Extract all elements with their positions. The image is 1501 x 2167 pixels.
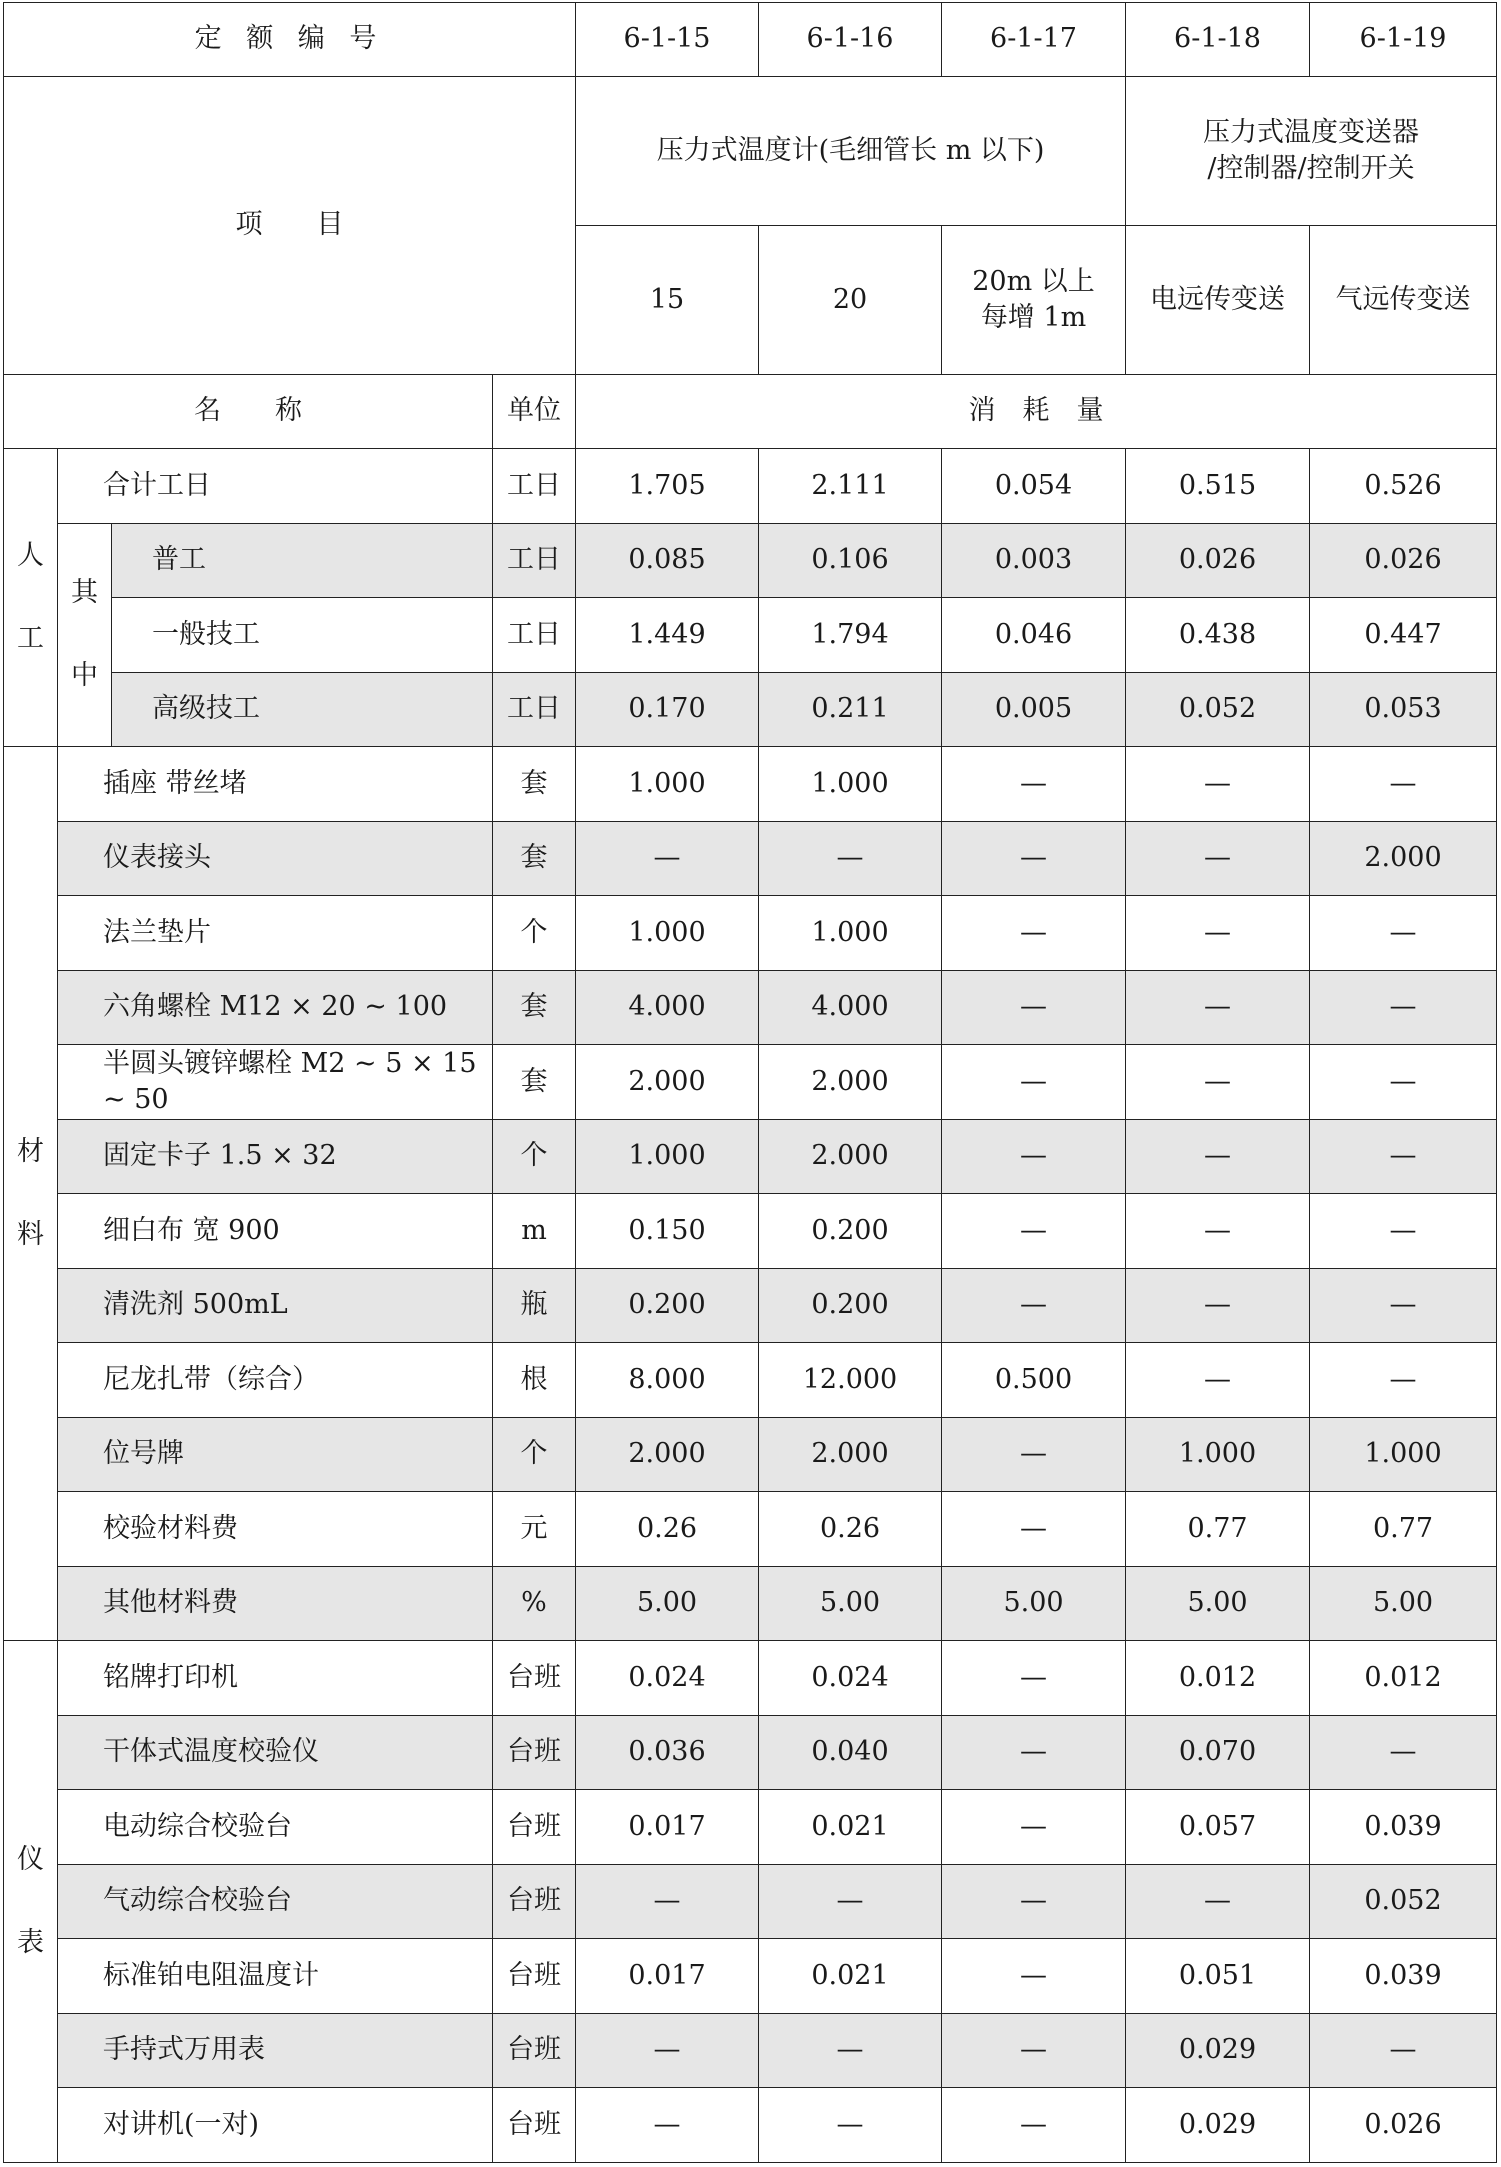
value-cell: 2.000 (576, 1045, 759, 1120)
item-unit: 套 (493, 747, 576, 822)
item-name: 插座 带丝堵 (58, 747, 493, 822)
item-name: 手持式万用表 (58, 2013, 493, 2088)
value-cell: 1.705 (576, 449, 759, 524)
code-cell: 6-1-16 (759, 3, 942, 77)
instrument-category-text (4, 1842, 57, 1961)
table-row (4, 896, 1497, 971)
value-cell: — (1310, 1119, 1497, 1194)
value-cell: — (942, 1939, 1126, 2014)
item-unit: 台班 (493, 1939, 576, 2014)
header-row-codes (4, 3, 1497, 77)
value-cell: — (1310, 1194, 1497, 1269)
item-unit: 工日 (493, 523, 576, 598)
subcol-20m-plus-line2: 每增 1m (980, 302, 1087, 334)
value-cell: 0.026 (1310, 523, 1497, 598)
value-cell: 0.150 (576, 1194, 759, 1269)
value-cell: 4.000 (759, 970, 942, 1045)
value-cell: 0.200 (759, 1194, 942, 1269)
value-cell: 0.170 (576, 672, 759, 747)
value-cell: 0.77 (1126, 1492, 1310, 1567)
value-cell: 0.017 (576, 1790, 759, 1865)
item-name: 气动综合校验台 (58, 1864, 493, 1939)
value-cell: 0.021 (759, 1790, 942, 1865)
value-cell: 0.012 (1310, 1641, 1497, 1716)
value-cell: 5.00 (942, 1566, 1126, 1641)
item-unit: 个 (493, 1119, 576, 1194)
category-char: 表 (17, 1926, 44, 1958)
value-cell: 1.000 (576, 747, 759, 822)
value-cell: — (942, 1194, 1126, 1269)
value-cell: 1.000 (759, 747, 942, 822)
item-name: 其他材料费 (58, 1566, 493, 1641)
value-cell: 0.211 (759, 672, 942, 747)
table-row (4, 970, 1497, 1045)
group-b-title-line1: 压力式温度变送器 (1203, 116, 1419, 148)
value-cell: 0.005 (942, 672, 1126, 747)
table-row (4, 1566, 1497, 1641)
value-cell: 0.039 (1310, 1939, 1497, 2014)
value-cell: 0.085 (576, 523, 759, 598)
value-cell: — (942, 747, 1126, 822)
code-cell: 6-1-17 (942, 3, 1126, 77)
value-cell: — (942, 1119, 1126, 1194)
table-row (4, 1343, 1497, 1418)
category-char: 料 (17, 1218, 44, 1250)
value-cell: 0.070 (1126, 1715, 1310, 1790)
subcol-20: 20 (759, 226, 942, 375)
header-row-groups (4, 77, 1497, 226)
value-cell: 0.26 (576, 1492, 759, 1567)
value-cell: — (759, 2088, 942, 2163)
value-cell: — (942, 821, 1126, 896)
value-cell: — (942, 2013, 1126, 2088)
labor-category-text (4, 538, 57, 657)
value-cell: 5.00 (1310, 1566, 1497, 1641)
item-unit: 套 (493, 1045, 576, 1120)
value-cell: — (1126, 1119, 1310, 1194)
table-row (4, 747, 1497, 822)
table-row (4, 1715, 1497, 1790)
value-cell: 2.000 (1310, 821, 1497, 896)
value-cell: — (1126, 970, 1310, 1045)
value-cell: 0.024 (576, 1641, 759, 1716)
item-name: 校验材料费 (58, 1492, 493, 1567)
value-cell: 0.029 (1126, 2013, 1310, 2088)
table-row (4, 598, 1497, 673)
table-row (4, 821, 1497, 896)
value-cell: 5.00 (759, 1566, 942, 1641)
value-cell: — (942, 1268, 1126, 1343)
value-cell: 1.000 (576, 896, 759, 971)
value-cell: — (1126, 1864, 1310, 1939)
item-unit: 台班 (493, 2013, 576, 2088)
value-cell: 5.00 (1126, 1566, 1310, 1641)
item-name: 一般技工 (112, 598, 493, 673)
labor-sub-category (58, 523, 112, 747)
value-cell: 1.794 (759, 598, 942, 673)
value-cell: 1.449 (576, 598, 759, 673)
item-unit: m (493, 1194, 576, 1269)
subcol-electric: 电远传变送 (1126, 226, 1310, 375)
value-cell: 0.012 (1126, 1641, 1310, 1716)
value-cell: — (942, 970, 1126, 1045)
value-cell: — (576, 1864, 759, 1939)
value-cell: — (1310, 747, 1497, 822)
item-unit: 工日 (493, 672, 576, 747)
item-name: 尼龙扎带（综合） (58, 1343, 493, 1418)
item-name: 对讲机(一对) (58, 2088, 493, 2163)
item-unit: 台班 (493, 1790, 576, 1865)
category-char: 仪 (17, 1844, 44, 1876)
value-cell: 0.77 (1310, 1492, 1497, 1567)
item-unit: 工日 (493, 449, 576, 524)
value-cell: — (1310, 896, 1497, 971)
item-name: 固定卡子 1.5 × 32 (58, 1119, 493, 1194)
value-cell: 0.017 (576, 1939, 759, 2014)
item-name: 电动综合校验台 (58, 1790, 493, 1865)
table-row (4, 523, 1497, 598)
material-category (4, 747, 58, 1641)
subcol-pneumatic: 气远传变送 (1310, 226, 1497, 375)
value-cell: 8.000 (576, 1343, 759, 1418)
value-cell: 0.447 (1310, 598, 1497, 673)
value-cell: 0.021 (759, 1939, 942, 2014)
value-cell: — (759, 2013, 942, 2088)
header-row-labels (4, 375, 1497, 449)
table-row (4, 1864, 1497, 1939)
item-unit: 瓶 (493, 1268, 576, 1343)
value-cell: — (942, 1864, 1126, 1939)
item-name: 法兰垫片 (58, 896, 493, 971)
item-unit: 台班 (493, 2088, 576, 2163)
value-cell: 1.000 (1310, 1417, 1497, 1492)
value-cell: — (1310, 970, 1497, 1045)
value-cell: 0.051 (1126, 1939, 1310, 2014)
category-char: 中 (71, 659, 98, 691)
category-char: 其 (71, 577, 98, 609)
value-cell: 5.00 (576, 1566, 759, 1641)
value-cell: 0.26 (759, 1492, 942, 1567)
item-name: 标准铂电阻温度计 (58, 1939, 493, 2014)
table-row (4, 1194, 1497, 1269)
item-name: 普工 (112, 523, 493, 598)
value-cell: 1.000 (576, 1119, 759, 1194)
item-unit: 台班 (493, 1864, 576, 1939)
value-cell: 0.026 (1126, 523, 1310, 598)
value-cell: 0.052 (1310, 1864, 1497, 1939)
consumption-label: 消 耗 量 (576, 375, 1497, 449)
item-unit: 台班 (493, 1641, 576, 1716)
value-cell: 4.000 (576, 970, 759, 1045)
table-row (4, 1417, 1497, 1492)
item-unit: 工日 (493, 598, 576, 673)
value-cell: — (1126, 1343, 1310, 1418)
subcol-20m-plus (942, 226, 1126, 375)
group-a-title: 压力式温度计(毛细管长 m 以下) (576, 77, 1126, 226)
value-cell: 1.000 (1126, 1417, 1310, 1492)
item-unit: 元 (493, 1492, 576, 1567)
value-cell: — (1310, 2013, 1497, 2088)
value-cell: — (942, 1045, 1126, 1120)
value-cell: — (942, 1790, 1126, 1865)
value-cell: — (942, 1417, 1126, 1492)
value-cell: 2.111 (759, 449, 942, 524)
value-cell: — (1126, 1045, 1310, 1120)
value-cell: 1.000 (759, 896, 942, 971)
item-name: 六角螺栓 M12 × 20 ~ 100 (58, 970, 493, 1045)
value-cell: — (1126, 747, 1310, 822)
value-cell: — (1310, 1715, 1497, 1790)
item-unit: 个 (493, 896, 576, 971)
value-cell: 2.000 (759, 1417, 942, 1492)
value-cell: — (759, 1864, 942, 1939)
item-unit: 根 (493, 1343, 576, 1418)
item-name: 铭牌打印机 (58, 1641, 493, 1716)
table-row (4, 1939, 1497, 2014)
item-unit: 个 (493, 1417, 576, 1492)
table-row (4, 2088, 1497, 2163)
table-row (4, 1641, 1497, 1716)
table-row (4, 1492, 1497, 1567)
table-row (4, 2013, 1497, 2088)
value-cell: 2.000 (759, 1119, 942, 1194)
value-cell: — (576, 2013, 759, 2088)
item-name: 半圆头镀锌螺栓 M2 ~ 5 × 15 ~ 50 (58, 1045, 493, 1120)
value-cell: 0.500 (942, 1343, 1126, 1418)
value-cell: — (1310, 1045, 1497, 1120)
code-cell: 6-1-15 (576, 3, 759, 77)
instrument-category (4, 1641, 58, 2163)
value-cell: 0.003 (942, 523, 1126, 598)
value-cell: — (1126, 1268, 1310, 1343)
value-cell: 0.106 (759, 523, 942, 598)
value-cell: — (1310, 1343, 1497, 1418)
value-cell: — (1126, 1194, 1310, 1269)
value-cell: 0.200 (759, 1268, 942, 1343)
item-name: 高级技工 (112, 672, 493, 747)
labor-category (4, 449, 58, 747)
name-column-label: 名 称 (4, 375, 493, 449)
subcol-20m-plus-line1: 20m 以上 (972, 265, 1095, 297)
value-cell: 0.052 (1126, 672, 1310, 747)
quota-table (3, 2, 1497, 2163)
unit-column-label: 单位 (493, 375, 576, 449)
value-cell: 0.054 (942, 449, 1126, 524)
value-cell: 0.438 (1126, 598, 1310, 673)
category-char: 材 (17, 1136, 44, 1168)
item-unit: 套 (493, 970, 576, 1045)
value-cell: 0.057 (1126, 1790, 1310, 1865)
value-cell: — (942, 1715, 1126, 1790)
item-name: 位号牌 (58, 1417, 493, 1492)
value-cell: — (576, 2088, 759, 2163)
value-cell: — (576, 821, 759, 896)
value-cell: 0.046 (942, 598, 1126, 673)
value-cell: — (942, 896, 1126, 971)
value-cell: — (942, 2088, 1126, 2163)
value-cell: — (942, 1492, 1126, 1567)
item-name: 合计工日 (58, 449, 493, 524)
table-row (4, 1045, 1497, 1120)
value-cell: — (942, 1641, 1126, 1716)
material-category-text (4, 1134, 57, 1253)
value-cell: 0.526 (1310, 449, 1497, 524)
item-label: 项 目 (4, 77, 576, 375)
item-unit: 套 (493, 821, 576, 896)
value-cell: 12.000 (759, 1343, 942, 1418)
item-name: 清洗剂 500mL (58, 1268, 493, 1343)
value-cell: 0.040 (759, 1715, 942, 1790)
item-unit: % (493, 1566, 576, 1641)
table-row (4, 1790, 1497, 1865)
category-char: 工 (17, 622, 44, 654)
table-row (4, 672, 1497, 747)
labor-sub-category-text (58, 575, 111, 694)
subcol-15: 15 (576, 226, 759, 375)
value-cell: — (759, 821, 942, 896)
quota-number-label: 定 额 编 号 (4, 3, 576, 77)
table-row (4, 1119, 1497, 1194)
item-name: 干体式温度校验仪 (58, 1715, 493, 1790)
code-cell: 6-1-18 (1126, 3, 1310, 77)
value-cell: 0.024 (759, 1641, 942, 1716)
table-row (4, 1268, 1497, 1343)
value-cell: — (1126, 821, 1310, 896)
value-cell: 0.039 (1310, 1790, 1497, 1865)
value-cell: 0.036 (576, 1715, 759, 1790)
value-cell: — (1126, 896, 1310, 971)
value-cell: 2.000 (576, 1417, 759, 1492)
item-name: 仪表接头 (58, 821, 493, 896)
category-char: 人 (17, 540, 44, 572)
value-cell: 0.053 (1310, 672, 1497, 747)
group-b-title (1126, 77, 1497, 226)
value-cell: — (1310, 1268, 1497, 1343)
item-name: 细白布 宽 900 (58, 1194, 493, 1269)
value-cell: 0.026 (1310, 2088, 1497, 2163)
table-row (4, 449, 1497, 524)
value-cell: 0.200 (576, 1268, 759, 1343)
code-cell: 6-1-19 (1310, 3, 1497, 77)
value-cell: 0.515 (1126, 449, 1310, 524)
item-unit: 台班 (493, 1715, 576, 1790)
value-cell: 0.029 (1126, 2088, 1310, 2163)
value-cell: 2.000 (759, 1045, 942, 1120)
group-b-title-line2: /控制器/控制开关 (1207, 153, 1415, 185)
